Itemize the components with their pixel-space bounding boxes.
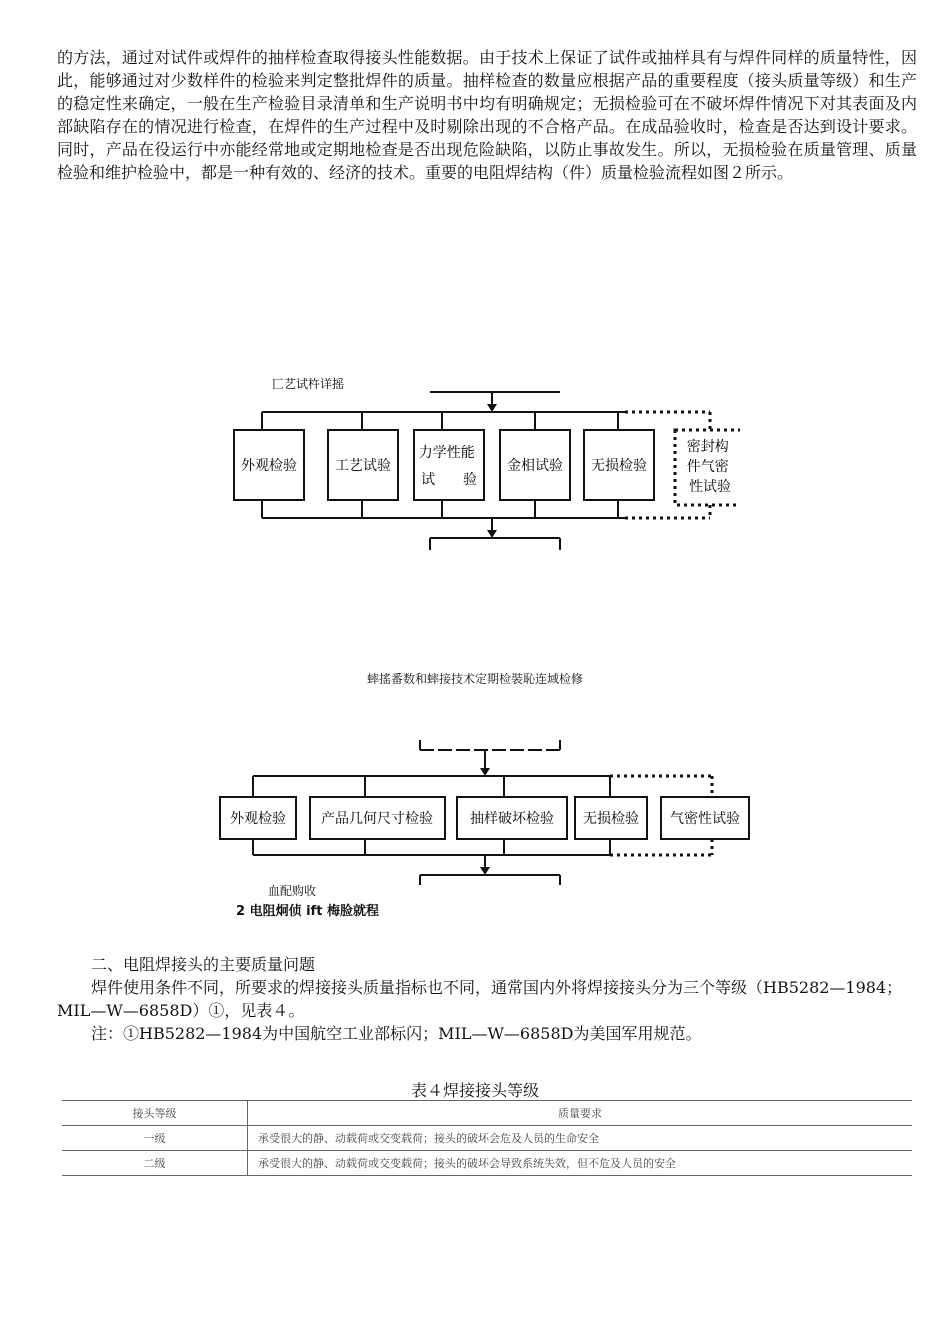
flowchart-2-box-visual-label: 外观检验 [230, 811, 286, 827]
flowchart-1-box-ndt-label: 无损检验 [591, 458, 647, 474]
flowchart-2-box-airtight-label: 气密性试验 [670, 811, 740, 827]
intro-paragraph: 的方法，通过对试件或焊件的抽样检查取得接头性能数据。由于技术上保证了试件或抽样具有与焊件同样的质量特性，因此，能够通过对少数样件的检验来判定整批焊件的质量。抽样检查的数量应根据产品的重要程度（接头质量等级）和生产的稳定性来确定，一般在生产检验目录清单和生产说明书中均有明确规定；无损检验可在不破坏焊件情况下对其表面及内部缺陷存在的情况进行检查，在焊件的生产过程中及时剔除出现的不合格产品。在成品验收时，检查是否达到设计要求。同时，产品在役运行中亦能经常地或定期地检查是否出现危险缺陷，以防止事故发生。所以，无损检验在质量管理、质量检验和维护检验中，都是一种有效的、经济的技术。重要的电阻焊结构（件）质量检验流程如图２所示。 [57, 48, 917, 182]
flowchart-1-box-metallographic-label: 金相试验 [507, 458, 563, 474]
section-heading: 二、电阻焊接头的主要质量问题 [91, 955, 316, 974]
table-row [62, 1126, 912, 1151]
flowchart-2-top-label: 蟀搖番数和蟀接技术定期检裝恥连域检修 [366, 672, 583, 686]
flowchart-1 [220, 370, 740, 550]
table-row [62, 1151, 912, 1176]
table-title: 表４焊接接头等级 [410, 1081, 539, 1100]
flowchart-1-box-mechanical [414, 430, 484, 500]
table-cell-grade: 一级 [62, 1126, 248, 1151]
flowchart-1-box-airtight-label: 密封构 件气密 性试验 [686, 439, 731, 495]
section-paragraph: 焊件使用条件不同，所要求的焊接接头质量指标也不同，通常国内外将焊接接头分为三个等级（HB5282—1984；MIL—W—6858D）①，见表４。 [57, 978, 903, 1020]
table-header-row [62, 1101, 912, 1126]
table-header-quality: 质量要求 [248, 1101, 913, 1126]
table-cell-quality: 承受很大的静、动载荷或交变载荷；接头的破坏会危及人员的生命安全 [248, 1126, 913, 1151]
joint-grade-table [62, 1100, 912, 1176]
flowchart-2-box-sampling-label: 抽样破坏检验 [470, 811, 554, 827]
flowchart-1-box-mechanical-label: 力学性能 试 验 [418, 445, 477, 488]
table-cell-grade: 二级 [62, 1151, 248, 1176]
flowchart-1-box-process-label: 工艺试验 [335, 458, 391, 474]
flowchart-1-box-visual-label: 外观检验 [241, 458, 297, 474]
figure-2-caption: 2 电阻炯侦 ift 梅脸就程 [236, 904, 379, 919]
table-note: 注：①HB5282—1984为中国航空工业部标闪；MIL—W—6858D为美国军用规范。 [91, 1024, 702, 1043]
flowchart-2-box-ndt-label: 无损检验 [583, 811, 639, 827]
flowchart-2-bottom-label: 血配购收 [268, 884, 317, 898]
flowchart-2 [215, 740, 755, 885]
flowchart-2-box-geometry-label: 产品几何尺寸检验 [321, 811, 433, 827]
flowchart-1-top-label: 匚艺试杵详摇 [272, 377, 345, 391]
table-header-grade: 接头等级 [62, 1101, 248, 1126]
table-cell-quality: 承受很大的静、动载荷或交变载荷；接头的破坏会导致系统失效，但不危及人员的安全 [248, 1151, 913, 1176]
